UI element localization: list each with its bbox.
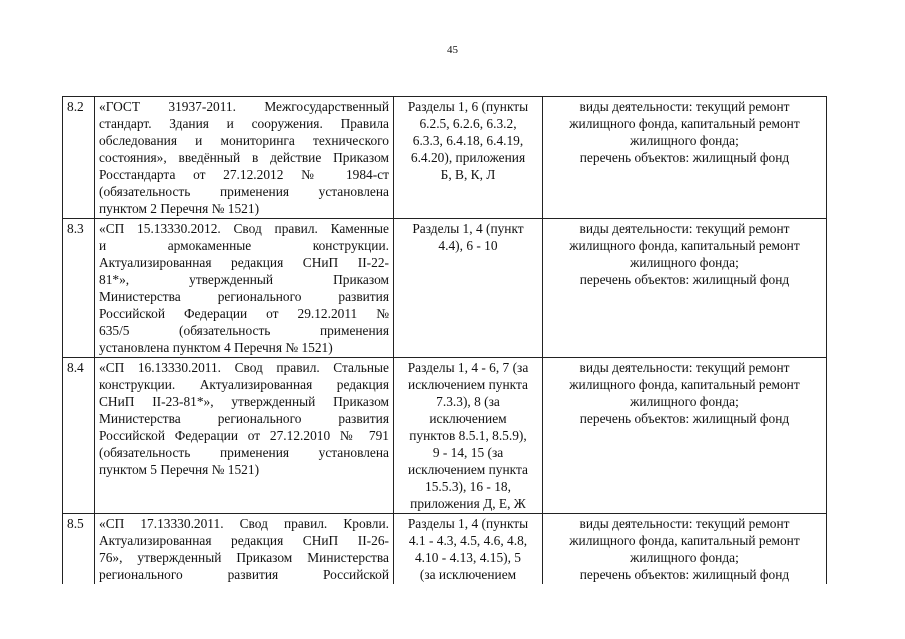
scope-cell [543, 97, 827, 219]
section-line: приложения Д, Е, Ж [410, 496, 526, 511]
document-line: и армокаменные конструкции. [99, 238, 389, 253]
document-cell [95, 514, 394, 585]
document-line: (обязательность применения установлена [99, 445, 389, 460]
document-cell [95, 97, 394, 219]
document-line: «СП 15.13330.2012. Свод правил. Каменные [99, 221, 389, 236]
sections-cell [394, 514, 543, 585]
standards-table [62, 96, 827, 584]
scope-line: виды деятельности: текущий ремонт [579, 360, 790, 375]
document-line: пунктом 2 Перечня № 1521) [99, 201, 260, 216]
table-row [63, 358, 827, 514]
section-line: исключением пункта [408, 377, 528, 392]
document-line: 81*», утвержденный Приказом [99, 272, 389, 287]
document-line: Актуализированная редакция СНиП II-22- [99, 255, 389, 270]
document-line: «СП 16.13330.2011. Свод правил. Стальные [99, 360, 389, 375]
row-number: 8.4 [63, 358, 95, 514]
document-line: конструкции. Актуализированная редакция [99, 377, 389, 392]
document-line: установлена пунктом 4 Перечня № 1521) [99, 340, 333, 355]
scope-line: виды деятельности: текущий ремонт [579, 516, 790, 531]
scope-line: жилищного фонда; [630, 255, 739, 270]
row-number: 8.3 [63, 219, 95, 358]
scope-line: перечень объектов: жилищный фонд [579, 272, 790, 287]
document-line: Росстандарта от 27.12.2012 № 1984-ст [99, 167, 389, 182]
scope-line: перечень объектов: жилищный фонд [579, 567, 790, 582]
section-line: пунктов 8.5.1, 8.5.9), [409, 428, 527, 443]
scope-line: перечень объектов: жилищный фонд [579, 411, 790, 426]
scope-line: виды деятельности: текущий ремонт [579, 99, 790, 114]
table-row [63, 219, 827, 358]
section-line: Разделы 1, 4 (пункт [412, 221, 524, 236]
scope-cell [543, 358, 827, 514]
document-line: «СП 17.13330.2011. Свод правил. Кровли. [99, 516, 389, 531]
document-line: Российской Федерации от 27.12.2010 № 791 [99, 428, 389, 443]
section-line: 9 - 14, 15 (за [432, 445, 504, 460]
document-line: 76», утвержденный Приказом Министерства [99, 550, 389, 565]
scope-cell [543, 514, 827, 585]
document-line: Актуализированная редакция СНиП II-26- [99, 533, 389, 548]
row-number: 8.2 [63, 97, 95, 219]
document-line: обследования и мониторинга технического [99, 133, 389, 148]
document-line: состояния», введённый в действие Приказом [99, 150, 389, 165]
document-line: Министерства регионального развития [99, 411, 389, 426]
sections-cell [394, 358, 543, 514]
section-line: 4.10 - 4.13, 4.15), 5 [414, 550, 521, 565]
document-line: пунктом 5 Перечня № 1521) [99, 462, 260, 477]
section-line: (за исключением [419, 567, 517, 582]
scope-cell [543, 219, 827, 358]
section-line: 7.3.3), 8 (за [436, 394, 500, 409]
document-line: СНиП II-23-81*», утвержденный Приказом [99, 394, 389, 409]
document-line: «ГОСТ 31937-2011. Межгосударственный [99, 99, 389, 114]
scope-line: перечень объектов: жилищный фонд [579, 150, 790, 165]
scope-line: жилищного фонда, капитальный ремонт [569, 238, 800, 253]
scope-line: виды деятельности: текущий ремонт [579, 221, 790, 236]
document-line: регионального развития Российской [99, 567, 389, 582]
section-line: 4.4), 6 - 10 [438, 238, 498, 253]
section-line: Разделы 1, 6 (пункты [407, 99, 529, 114]
section-line: Разделы 1, 4 (пункты [407, 516, 529, 531]
document-cell [95, 219, 394, 358]
section-line: Б, В, К, Л [440, 167, 496, 182]
sections-cell [394, 97, 543, 219]
document-cell [95, 358, 394, 514]
document-line: стандарт. Здания и сооружения. Правила [99, 116, 389, 131]
scope-line: жилищного фонда; [630, 133, 739, 148]
row-number: 8.5 [63, 514, 95, 585]
scope-line: жилищного фонда; [630, 394, 739, 409]
scope-line: жилищного фонда, капитальный ремонт [569, 116, 800, 131]
section-line: 15.5.3), 16 - 18, [425, 479, 511, 494]
section-line: Разделы 1, 4 - 6, 7 (за [407, 360, 529, 375]
section-line: 6.4.20), приложения [410, 150, 526, 165]
scope-line: жилищного фонда; [630, 550, 739, 565]
section-line: 6.2.5, 6.2.6, 6.3.2, [419, 116, 517, 131]
sections-cell [394, 219, 543, 358]
document-line: 635/5 (обязательность применения [99, 323, 389, 338]
section-line: исключением пункта [408, 462, 528, 477]
table-row [63, 97, 827, 219]
scope-line: жилищного фонда, капитальный ремонт [569, 533, 800, 548]
scope-line: жилищного фонда, капитальный ремонт [569, 377, 800, 392]
document-line: (обязательность применения установлена [99, 184, 389, 199]
document-line: Министерства регионального развития [99, 289, 389, 304]
section-line: 6.3.3, 6.4.18, 6.4.19, [412, 133, 524, 148]
page-number: 45 [447, 44, 458, 56]
section-line: 4.1 - 4.3, 4.5, 4.6, 4.8, [408, 533, 528, 548]
section-line: исключением [429, 411, 507, 426]
table-row [63, 514, 827, 585]
document-line: Российской Федерации от 29.12.2011 № [99, 306, 389, 321]
